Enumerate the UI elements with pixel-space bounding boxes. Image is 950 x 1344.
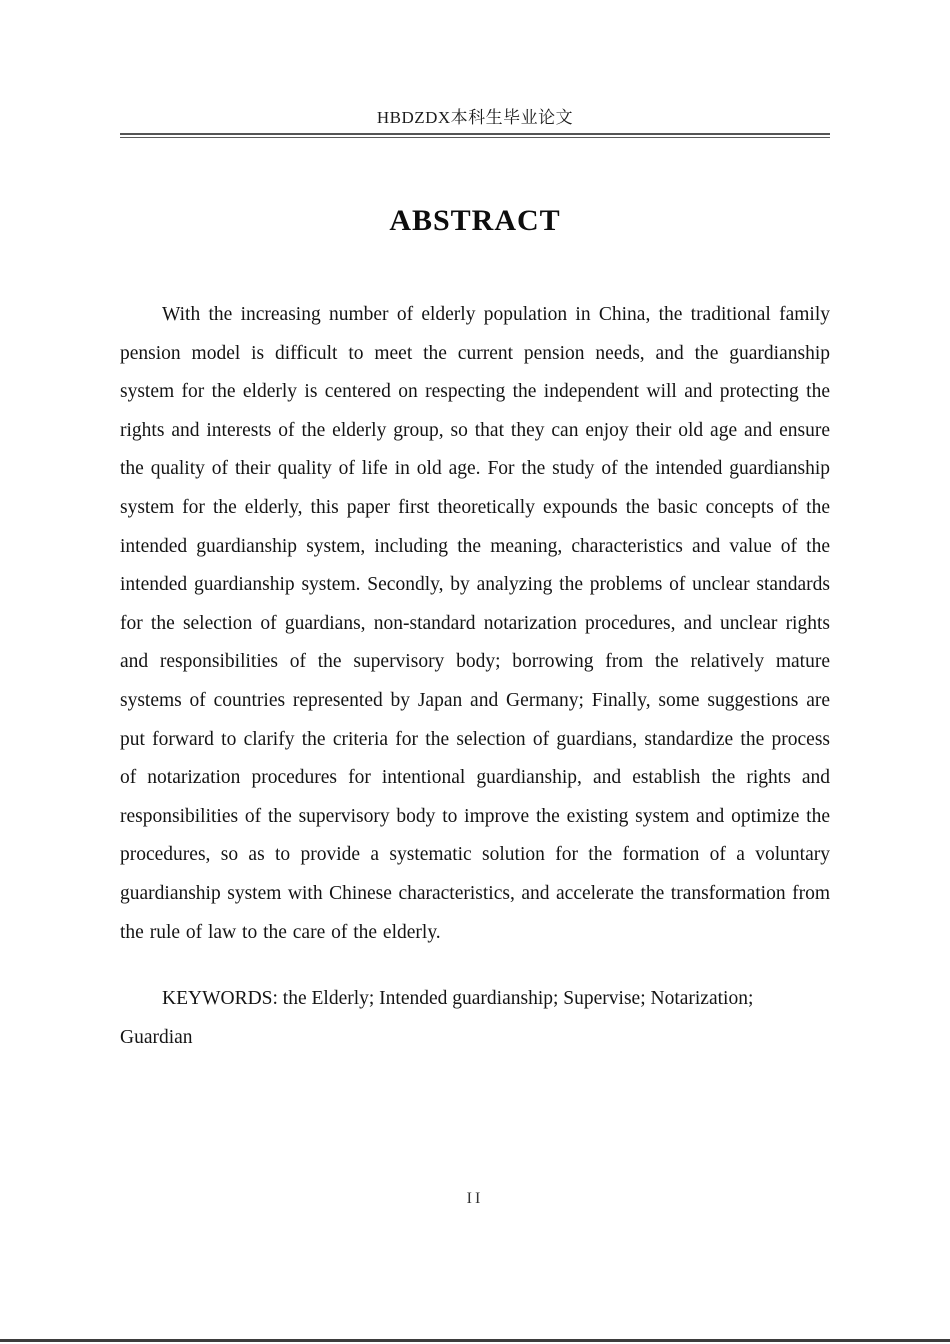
- page-header: [0, 0, 950, 138]
- keywords-line: KEYWORDS: the Elderly; Intended guardianship; Supervise; Notarization; Guardian: [120, 988, 754, 1048]
- page-title: ABSTRACT: [389, 204, 561, 237]
- page-content: [0, 204, 950, 1057]
- running-head: HBDZDX本科生毕业论文: [376, 108, 574, 127]
- page-number: II: [466, 1190, 484, 1207]
- abstract-paragraph: With the increasing number of elderly population in China, the traditional family pension model is difficult to meet the current pension needs, and the guardianship system for the elderly is centered on respecting the independent will and protecting the rights and interests of the elderly group, so that they can enjoy their old age and ensure the quality of their quality of life in old age. For the study of the intended guardianship system for the elderly, this paper first theoretically expounds the basic concepts of the intended guardianship system, including the meaning, characteristics and value of the intended guardianship system. Secondly, by analyzing the problems of unclear standards for the selection of guardians, non-standard notarization procedures, and unclear rights and responsibilities of the supervisory body; borrowing from the relatively mature systems of countries represented by Japan and Germany; Finally, some suggestions are put forward to clarify the criteria for the selection of guardians, standardize the process of notarization procedures for intentional guardianship, and establish the rights and responsibilities of the supervisory body to improve the existing system and optimize the procedures, so as to provide a systematic solution for the formation of a voluntary guardianship system with Chinese characteristics, and accelerate the transformation from the rule of law to the care of the elderly.: [120, 304, 830, 943]
- page-bottom-edge-line: [0, 1339, 950, 1342]
- header-rule-thin-line: [120, 137, 830, 138]
- header-rule: [120, 133, 830, 138]
